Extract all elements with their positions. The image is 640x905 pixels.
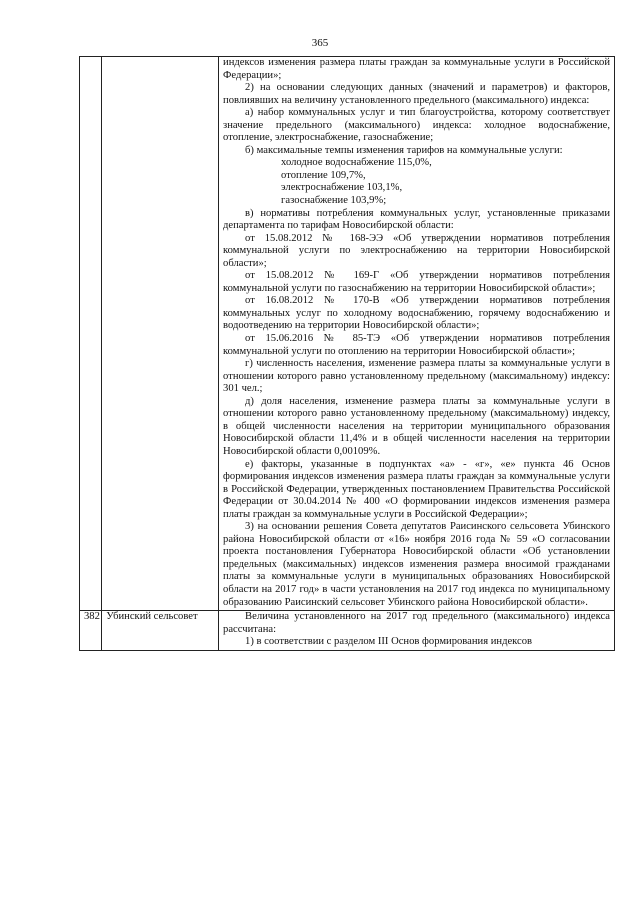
paragraph: от 15.06.2016 № 85-ТЭ «Об утверждении нормативов потребления коммунальной услуги по отоплению на территории Новосибирской области»;	[223, 333, 610, 357]
paragraph: от 15.08.2012 № 169-Г «Об утверждении нормативов потребления коммунальной услуги по газоснабжению на территории Новосибирской области»;	[223, 270, 610, 294]
document-table	[79, 56, 615, 651]
table-row	[80, 611, 615, 651]
page-number: 365	[311, 37, 329, 49]
paragraph: индексов изменения размера платы граждан за коммунальные услуги в Российской Федерации»;	[223, 57, 610, 81]
tariff-list-item: газоснабжение 103,9%;	[281, 195, 387, 207]
paragraph: от 16.08.2012 № 170-В «Об утверждении нормативов потребления коммунальных услуг по холодному водоснабжению, горячему водоснабжению и водоотведению на территории Новосибирской области»;	[223, 295, 610, 332]
tariff-list-item: электроснабжение 103,1%,	[281, 182, 403, 194]
paragraph: от 15.08.2012 № 168-ЭЭ «Об утверждении нормативов потребления коммунальной услуги по электроснабжению на территории Новосибирской области»;	[223, 232, 610, 269]
paragraph: в) нормативы потребления коммунальных услуг, установленные приказами департамента по тарифам Новосибирской области:	[223, 207, 610, 232]
paragraph: 2) на основании следующих данных (значений и параметров) и факторов, повлиявших на величину установленного предельного (максимального) индекса:	[223, 82, 610, 106]
paragraph: 1) в соответствии с разделом III Основ формирования индексов	[245, 636, 533, 648]
justification-text-cell	[219, 57, 615, 611]
tariff-list-item: отопление 109,7%,	[281, 169, 366, 181]
row-number-cell: 382	[80, 611, 102, 651]
tariff-list-item: холодное водоснабжение 115,0%,	[281, 157, 432, 169]
municipality-name-cell: Убинский сельсовет	[102, 611, 219, 651]
paragraph: д) доля населения, изменение размера платы за коммунальные услуги в отношении которого равно установленному предельному (максимальному) индексу, в общей численности населения на территории муниципального образования Новосибирской области 11,4% и в общей численности населения на территории Новосибирской области 0,00109%.	[223, 395, 610, 457]
row-number-cell	[80, 57, 102, 611]
municipality-name-cell	[102, 57, 219, 611]
paragraph: б) максимальные темпы изменения тарифов на коммунальные услуги:	[245, 144, 563, 156]
paragraph: е) факторы, указанные в подпунктах «а» - «г», «е» пункта 46 Основ формирования индексов изменения размера платы граждан за коммунальные услуги в Российской Федерации, утвержденных постановлением Правительства Российской Федерации от 30.04.2014 № 400 «О формировании индексов изменения размера платы граждан за коммунальные услуги в Российской Федерации»;	[223, 458, 610, 520]
paragraph: 3) на основании решения Совета депутатов Раисинского сельсовета Убинского района Новосибирской области от «16» ноября 2016 года № 59 «О согласовании проекта постановления Губернатора Новосибирской области «Об установлении предельных (максимальных) индексов изменения размера вносимой гражданами платы за коммунальные услуги в муниципальных образованиях Новосибирской области на 2017 год» в части установления на 2017 год индекса по муниципальному образованию Раисинский сельсовет Убинского района Новосибирской области».	[223, 521, 610, 608]
paragraph: а) набор коммунальных услуг и тип благоустройства, которому соответствует значение предельного (максимального) индекса: холодное водоснабжение, отопление, электроснабжение, газоснабжение;	[223, 107, 610, 144]
paragraph: Величина установленного на 2017 год предельного (максимального) индекса рассчитана:	[223, 611, 610, 635]
paragraph: г) численность населения, изменение размера платы за коммунальные услуги в отношении которого равно установленному предельному (максимальному) индексу: 301 чел.;	[223, 358, 610, 395]
table-row	[80, 57, 615, 611]
justification-text-cell	[219, 611, 615, 651]
